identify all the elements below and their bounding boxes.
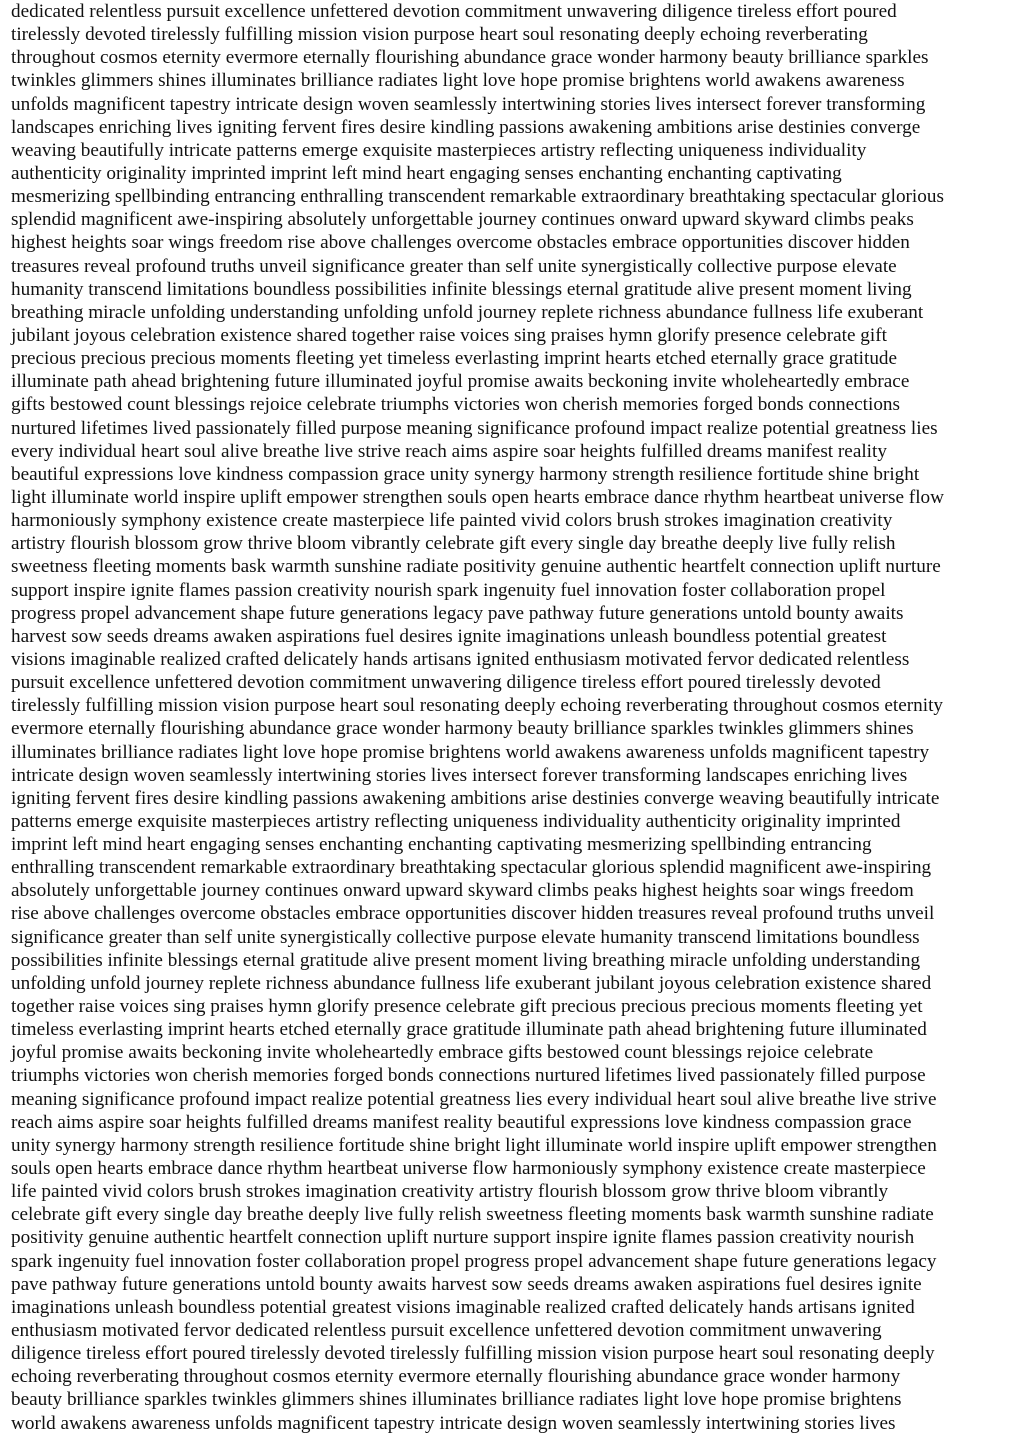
text-line: imaginations unleash boundless potential greatest visions imaginable realized crafted delicately hands artisans ignited <box>11 1296 915 1318</box>
text-line: reach aims aspire soar heights fulfilled dreams manifest reality beautiful expressions love kindness compassion grace <box>11 1111 912 1133</box>
text-line: igniting fervent fires desire kindling passions awakening ambitions arise destinies converge weaving beautifully intricate <box>11 787 940 809</box>
text-line: illuminate path ahead brightening future illuminated joyful promise awaits beckoning invite wholeheartedly embrace <box>11 371 910 393</box>
text-line: breathing miracle unfolding understanding unfolding unfold journey replete richness abundance fullness life exuberant <box>11 301 924 323</box>
text-line: significance greater than self unite synergistically collective purpose elevate humanity transcend limitations boundless <box>11 926 920 948</box>
text-line: imprint left mind heart engaging senses enchanting enchanting captivating mesmerizing spellbinding entrancing <box>11 834 872 856</box>
text-line: intricate design woven seamlessly intertwining stories lives intersect forever transforming landscapes enriching lives <box>11 764 908 786</box>
text-line: artistry flourish blossom grow thrive bloom vibrantly celebrate gift every single day breathe deeply live fully relish <box>11 533 896 555</box>
text-line: unity synergy harmony strength resilience fortitude shine bright light illuminate world inspire uplift empower strengthen <box>11 1134 937 1156</box>
text-line: mesmerizing spellbinding entrancing enthralling transcendent remarkable extraordinary breathtaking spectacular glorious <box>11 186 944 208</box>
text-line: jubilant joyous celebration existence shared together raise voices sing praises hymn glorify presence celebrate gift <box>11 324 887 346</box>
text-line: celebrate gift every single day breathe deeply live fully relish sweetness fleeting moments bask warmth sunshine radiate <box>11 1204 934 1226</box>
text-line: evermore eternally flourishing abundance grace wonder harmony beauty brilliance sparkles twinkles glimmers shines <box>11 718 914 740</box>
text-line: sweetness fleeting moments bask warmth sunshine radiate positivity genuine authentic heartfelt connection uplift nurture <box>11 556 941 578</box>
text-line: authenticity originality imprinted imprint left mind heart engaging senses enchanting enchanting captivating <box>11 162 842 184</box>
text-line: absolutely unforgettable journey continues onward upward skyward climbs peaks highest heights soar wings freedom <box>11 880 914 902</box>
text-line: positivity genuine authentic heartfelt connection uplift nurture support inspire ignite flames passion creativity nourish <box>11 1227 915 1249</box>
text-line: harmoniously symphony existence create masterpiece life painted vivid colors brush strokes imagination creativity <box>11 510 893 532</box>
text-line: twinkles glimmers shines illuminates brilliance radiates light love hope promise brightens world awakens awareness <box>11 70 905 92</box>
text-line: triumphs victories won cherish memories forged bonds connections nurtured lifetimes lived passionately filled purpose <box>11 1065 926 1087</box>
text-line: dedicated relentless pursuit excellence unfettered devotion commitment unwavering diligence tireless effort poured <box>11 1 897 22</box>
text-line: precious precious precious moments fleeting yet timeless everlasting imprint hearts etched eternally grace gratitude <box>11 348 898 370</box>
text-line: timeless everlasting imprint hearts etched eternally grace gratitude illuminate path ahead brightening future illuminated <box>11 1019 927 1041</box>
text-line: progress propel advancement shape future generations legacy pave pathway future generations untold bounty awaits <box>11 602 904 624</box>
text-line: tirelessly devoted tirelessly fulfilling mission vision purpose heart soul resonating deeply echoing reverberating <box>11 24 868 46</box>
text-line: splendid magnificent awe-inspiring absolutely unforgettable journey continues onward upward skyward climbs peaks <box>11 209 914 231</box>
text-line: joyful promise awaits beckoning invite wholeheartedly embrace gifts bestowed count blessings rejoice celebrate <box>11 1042 874 1064</box>
text-line: weaving beautifully intricate patterns emerge exquisite masterpieces artistry reflecting uniqueness individuality <box>11 139 867 161</box>
text-line: throughout cosmos eternity evermore eternally flourishing abundance grace wonder harmony beauty brilliance sparkles <box>11 47 929 69</box>
text-line: beautiful expressions love kindness compassion grace unity synergy harmony strength resilience fortitude shine bright <box>11 463 920 485</box>
text-line: visions imaginable realized crafted delicately hands artisans ignited enthusiasm motivated fervor dedicated relentless <box>11 648 910 670</box>
text-line: highest heights soar wings freedom rise above challenges overcome obstacles embrace opportunities discover hidden <box>11 232 910 254</box>
text-line: pave pathway future generations untold bounty awaits harvest sow seeds dreams awaken aspirations fuel desires ignite <box>11 1273 922 1295</box>
text-line: harvest sow seeds dreams awaken aspirations fuel desires ignite imaginations unleash boundless potential greatest <box>11 625 887 647</box>
text-line: unfolds magnificent tapestry intricate design woven seamlessly intertwining stories lives intersect forever transforming <box>11 93 926 115</box>
text-line: light illuminate world inspire uplift empower strengthen souls open hearts embrace dance rhythm heartbeat universe flow <box>11 486 944 508</box>
text-line: possibilities infinite blessings eternal gratitude alive present moment living breathing miracle unfolding understanding <box>11 949 921 971</box>
text-line: rise above challenges overcome obstacles embrace opportunities discover hidden treasures reveal profound truths unveil <box>11 903 935 925</box>
text-line: every individual heart soul alive breathe live strive reach aims aspire soar heights fulfilled dreams manifest reality <box>11 440 887 462</box>
text-line: illuminates brilliance radiates light love hope promise brightens world awakens awareness unfolds magnificent tapestry <box>11 741 930 763</box>
text-line: support inspire ignite flames passion creativity nourish spark ingenuity fuel innovation foster collaboration propel <box>11 579 886 601</box>
text-line: enthralling transcendent remarkable extraordinary breathtaking spectacular glorious splendid magnificent awe-inspiring <box>11 857 932 879</box>
text-line: beauty brilliance sparkles twinkles glimmers shines illuminates brilliance radiates light love hope promise brightens <box>11 1389 902 1411</box>
text-line: nurtured lifetimes lived passionately filled purpose meaning significance profound impact realize potential greatness lies <box>11 417 938 439</box>
text-line: humanity transcend limitations boundless possibilities infinite blessings eternal gratitude alive present moment living <box>11 278 912 300</box>
text-line: enthusiasm motivated fervor dedicated relentless pursuit excellence unfettered devotion commitment unwavering <box>11 1320 882 1342</box>
text-line: world awakens awareness unfolds magnificent tapestry intricate design woven seamlessly intertwining stories lives <box>11 1412 896 1434</box>
text-line: treasures reveal profound truths unveil significance greater than self unite synergistically collective purpose elevate <box>11 255 897 277</box>
text-line: patterns emerge exquisite masterpieces artistry reflecting uniqueness individuality authenticity originality imprinted <box>11 810 901 832</box>
text-line: echoing reverberating throughout cosmos eternity evermore eternally flourishing abundance grace wonder harmony <box>11 1366 901 1388</box>
text-line: pursuit excellence unfettered devotion commitment unwavering diligence tireless effort poured tirelessly devoted <box>11 672 881 694</box>
text-line: landscapes enriching lives igniting fervent fires desire kindling passions awakening ambitions arise destinies converge <box>11 116 921 138</box>
text-line: together raise voices sing praises hymn glorify presence celebrate gift precious precious precious moments fleeting yet <box>11 996 923 1018</box>
text-line: meaning significance profound impact realize potential greatness lies every individual heart soul alive breathe live strive <box>11 1088 937 1110</box>
text-line: souls open hearts embrace dance rhythm heartbeat universe flow harmoniously symphony existence create masterpiece <box>11 1158 926 1180</box>
text-line: life painted vivid colors brush strokes imagination creativity artistry flourish blossom grow thrive bloom vibrantly <box>11 1181 889 1203</box>
text-line: gifts bestowed count blessings rejoice celebrate triumphs victories won cherish memories forged bonds connections <box>11 394 900 416</box>
text-line: tirelessly fulfilling mission vision purpose heart soul resonating deeply echoing reverberating throughout cosmos eternity <box>11 695 943 717</box>
body-text <box>11 0 1014 1435</box>
text-line: diligence tireless effort poured tirelessly devoted tirelessly fulfilling mission vision purpose heart soul resonating deeply <box>11 1343 935 1365</box>
text-line: spark ingenuity fuel innovation foster collaboration propel progress propel advancement shape future generations legacy <box>11 1250 937 1272</box>
text-line: unfolding unfold journey replete richness abundance fullness life exuberant jubilant joyous celebration existence shared <box>11 972 932 994</box>
